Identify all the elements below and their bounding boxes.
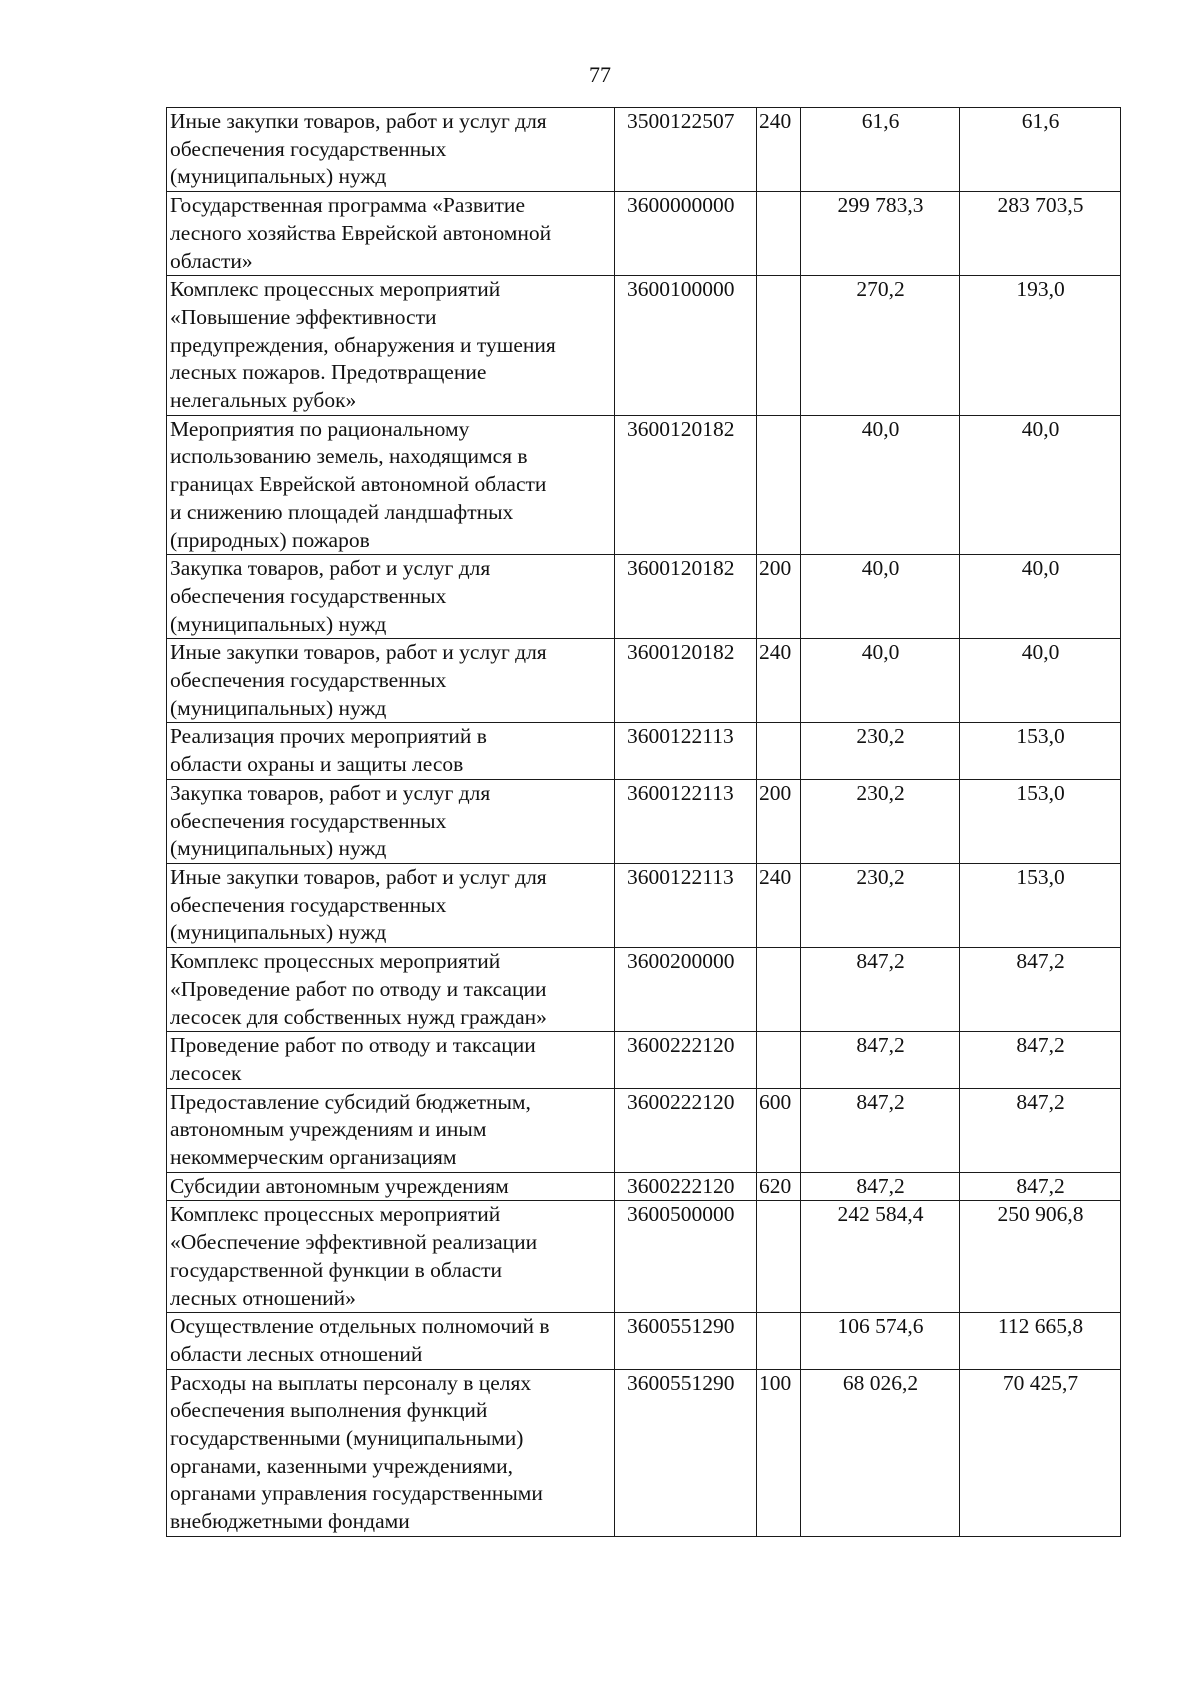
row-value-year1: 847,2 <box>801 1032 960 1088</box>
table-row <box>167 1088 1121 1172</box>
row-value-year2: 847,2 <box>960 1088 1121 1172</box>
row-type: 240 <box>757 863 801 947</box>
table-body <box>167 108 1121 1537</box>
row-name: Закупка товаров, работ и услуг для обеспечения государственных (муниципальных) нужд <box>167 555 615 639</box>
row-code: 3600120182 <box>615 555 757 639</box>
row-type: 200 <box>757 779 801 863</box>
row-type <box>757 276 801 416</box>
row-code: 3600120182 <box>615 639 757 723</box>
row-code: 3600222120 <box>615 1172 757 1201</box>
row-value-year2: 847,2 <box>960 1032 1121 1088</box>
row-name: Иные закупки товаров, работ и услуг для обеспечения государственных (муниципальных) нужд <box>167 108 615 192</box>
row-type: 200 <box>757 555 801 639</box>
table-row <box>167 639 1121 723</box>
row-type <box>757 723 801 779</box>
row-value-year2: 40,0 <box>960 415 1121 555</box>
row-code: 3600200000 <box>615 948 757 1032</box>
row-value-year1: 847,2 <box>801 1088 960 1172</box>
row-type <box>757 948 801 1032</box>
row-type: 620 <box>757 1172 801 1201</box>
table-row <box>167 1032 1121 1088</box>
row-code: 3600500000 <box>615 1201 757 1313</box>
row-code: 3600100000 <box>615 276 757 416</box>
row-value-year1: 299 783,3 <box>801 192 960 276</box>
table-row <box>167 1313 1121 1369</box>
row-value-year1: 847,2 <box>801 1172 960 1201</box>
row-value-year1: 847,2 <box>801 948 960 1032</box>
row-name: Государственная программа «Развитие лесного хозяйства Еврейской автономной области» <box>167 192 615 276</box>
row-value-year1: 242 584,4 <box>801 1201 960 1313</box>
row-code: 3600222120 <box>615 1088 757 1172</box>
page-number: 77 <box>589 62 611 87</box>
table-row <box>167 779 1121 863</box>
row-value-year2: 153,0 <box>960 723 1121 779</box>
row-value-year1: 68 026,2 <box>801 1369 960 1536</box>
row-code: 3600120182 <box>615 415 757 555</box>
row-code: 3600122113 <box>615 723 757 779</box>
table-row <box>167 555 1121 639</box>
row-value-year1: 230,2 <box>801 779 960 863</box>
row-type: 100 <box>757 1369 801 1536</box>
row-type: 240 <box>757 639 801 723</box>
row-value-year2: 61,6 <box>960 108 1121 192</box>
table-row <box>167 723 1121 779</box>
row-type <box>757 1201 801 1313</box>
row-value-year1: 40,0 <box>801 415 960 555</box>
row-value-year2: 847,2 <box>960 1172 1121 1201</box>
row-code: 3600000000 <box>615 192 757 276</box>
row-type: 240 <box>757 108 801 192</box>
row-type <box>757 1032 801 1088</box>
row-name: Расходы на выплаты персоналу в целях обеспечения выполнения функций государственными (муниципальными) органами, казенными учреждениями, органами управления государственными внебюджетными фондами <box>167 1369 615 1536</box>
row-name: Комплекс процессных мероприятий «Проведение работ по отводу и таксации лесосек для собственных нужд граждан» <box>167 948 615 1032</box>
table-row <box>167 948 1121 1032</box>
row-value-year1: 230,2 <box>801 723 960 779</box>
row-value-year2: 40,0 <box>960 639 1121 723</box>
row-code: 3600551290 <box>615 1369 757 1536</box>
row-name: Иные закупки товаров, работ и услуг для обеспечения государственных (муниципальных) нужд <box>167 639 615 723</box>
row-name: Иные закупки товаров, работ и услуг для обеспечения государственных (муниципальных) нужд <box>167 863 615 947</box>
table-row <box>167 1172 1121 1201</box>
row-name: Закупка товаров, работ и услуг для обеспечения государственных (муниципальных) нужд <box>167 779 615 863</box>
row-name: Субсидии автономным учреждениям <box>167 1172 615 1201</box>
table-row <box>167 1369 1121 1536</box>
row-value-year2: 153,0 <box>960 863 1121 947</box>
row-name: Проведение работ по отводу и таксации лесосек <box>167 1032 615 1088</box>
row-code: 3600222120 <box>615 1032 757 1088</box>
row-code: 3600551290 <box>615 1313 757 1369</box>
table-row <box>167 863 1121 947</box>
row-value-year2: 250 906,8 <box>960 1201 1121 1313</box>
row-value-year1: 230,2 <box>801 863 960 947</box>
row-value-year2: 283 703,5 <box>960 192 1121 276</box>
row-type: 600 <box>757 1088 801 1172</box>
row-name: Реализация прочих мероприятий в области охраны и защиты лесов <box>167 723 615 779</box>
row-value-year2: 112 665,8 <box>960 1313 1121 1369</box>
table-row <box>167 108 1121 192</box>
row-value-year2: 847,2 <box>960 948 1121 1032</box>
row-value-year1: 106 574,6 <box>801 1313 960 1369</box>
table-row <box>167 192 1121 276</box>
row-value-year2: 153,0 <box>960 779 1121 863</box>
row-type <box>757 1313 801 1369</box>
row-name: Осуществление отдельных полномочий в области лесных отношений <box>167 1313 615 1369</box>
row-code: 3600122113 <box>615 779 757 863</box>
row-value-year2: 193,0 <box>960 276 1121 416</box>
table-row <box>167 276 1121 416</box>
row-value-year2: 70 425,7 <box>960 1369 1121 1536</box>
row-value-year1: 40,0 <box>801 555 960 639</box>
row-value-year1: 61,6 <box>801 108 960 192</box>
row-code: 3500122507 <box>615 108 757 192</box>
row-name: Мероприятия по рациональному использованию земель, находящимся в границах Еврейской автономной области и снижению площадей ландшафтных (природных) пожаров <box>167 415 615 555</box>
table-row <box>167 415 1121 555</box>
row-value-year1: 270,2 <box>801 276 960 416</box>
row-name: Предоставление субсидий бюджетным, автономным учреждениям и иным некоммерческим организациям <box>167 1088 615 1172</box>
row-type <box>757 192 801 276</box>
row-value-year2: 40,0 <box>960 555 1121 639</box>
row-name: Комплекс процессных мероприятий «Повышение эффективности предупреждения, обнаружения и тушения лесных пожаров. Предотвращение нелегальных рубок» <box>167 276 615 416</box>
row-code: 3600122113 <box>615 863 757 947</box>
table-row <box>167 1201 1121 1313</box>
row-type <box>757 415 801 555</box>
budget-table <box>166 107 1121 1537</box>
row-name: Комплекс процессных мероприятий «Обеспечение эффективной реализации государственной функции в области лесных отношений» <box>167 1201 615 1313</box>
row-value-year1: 40,0 <box>801 639 960 723</box>
